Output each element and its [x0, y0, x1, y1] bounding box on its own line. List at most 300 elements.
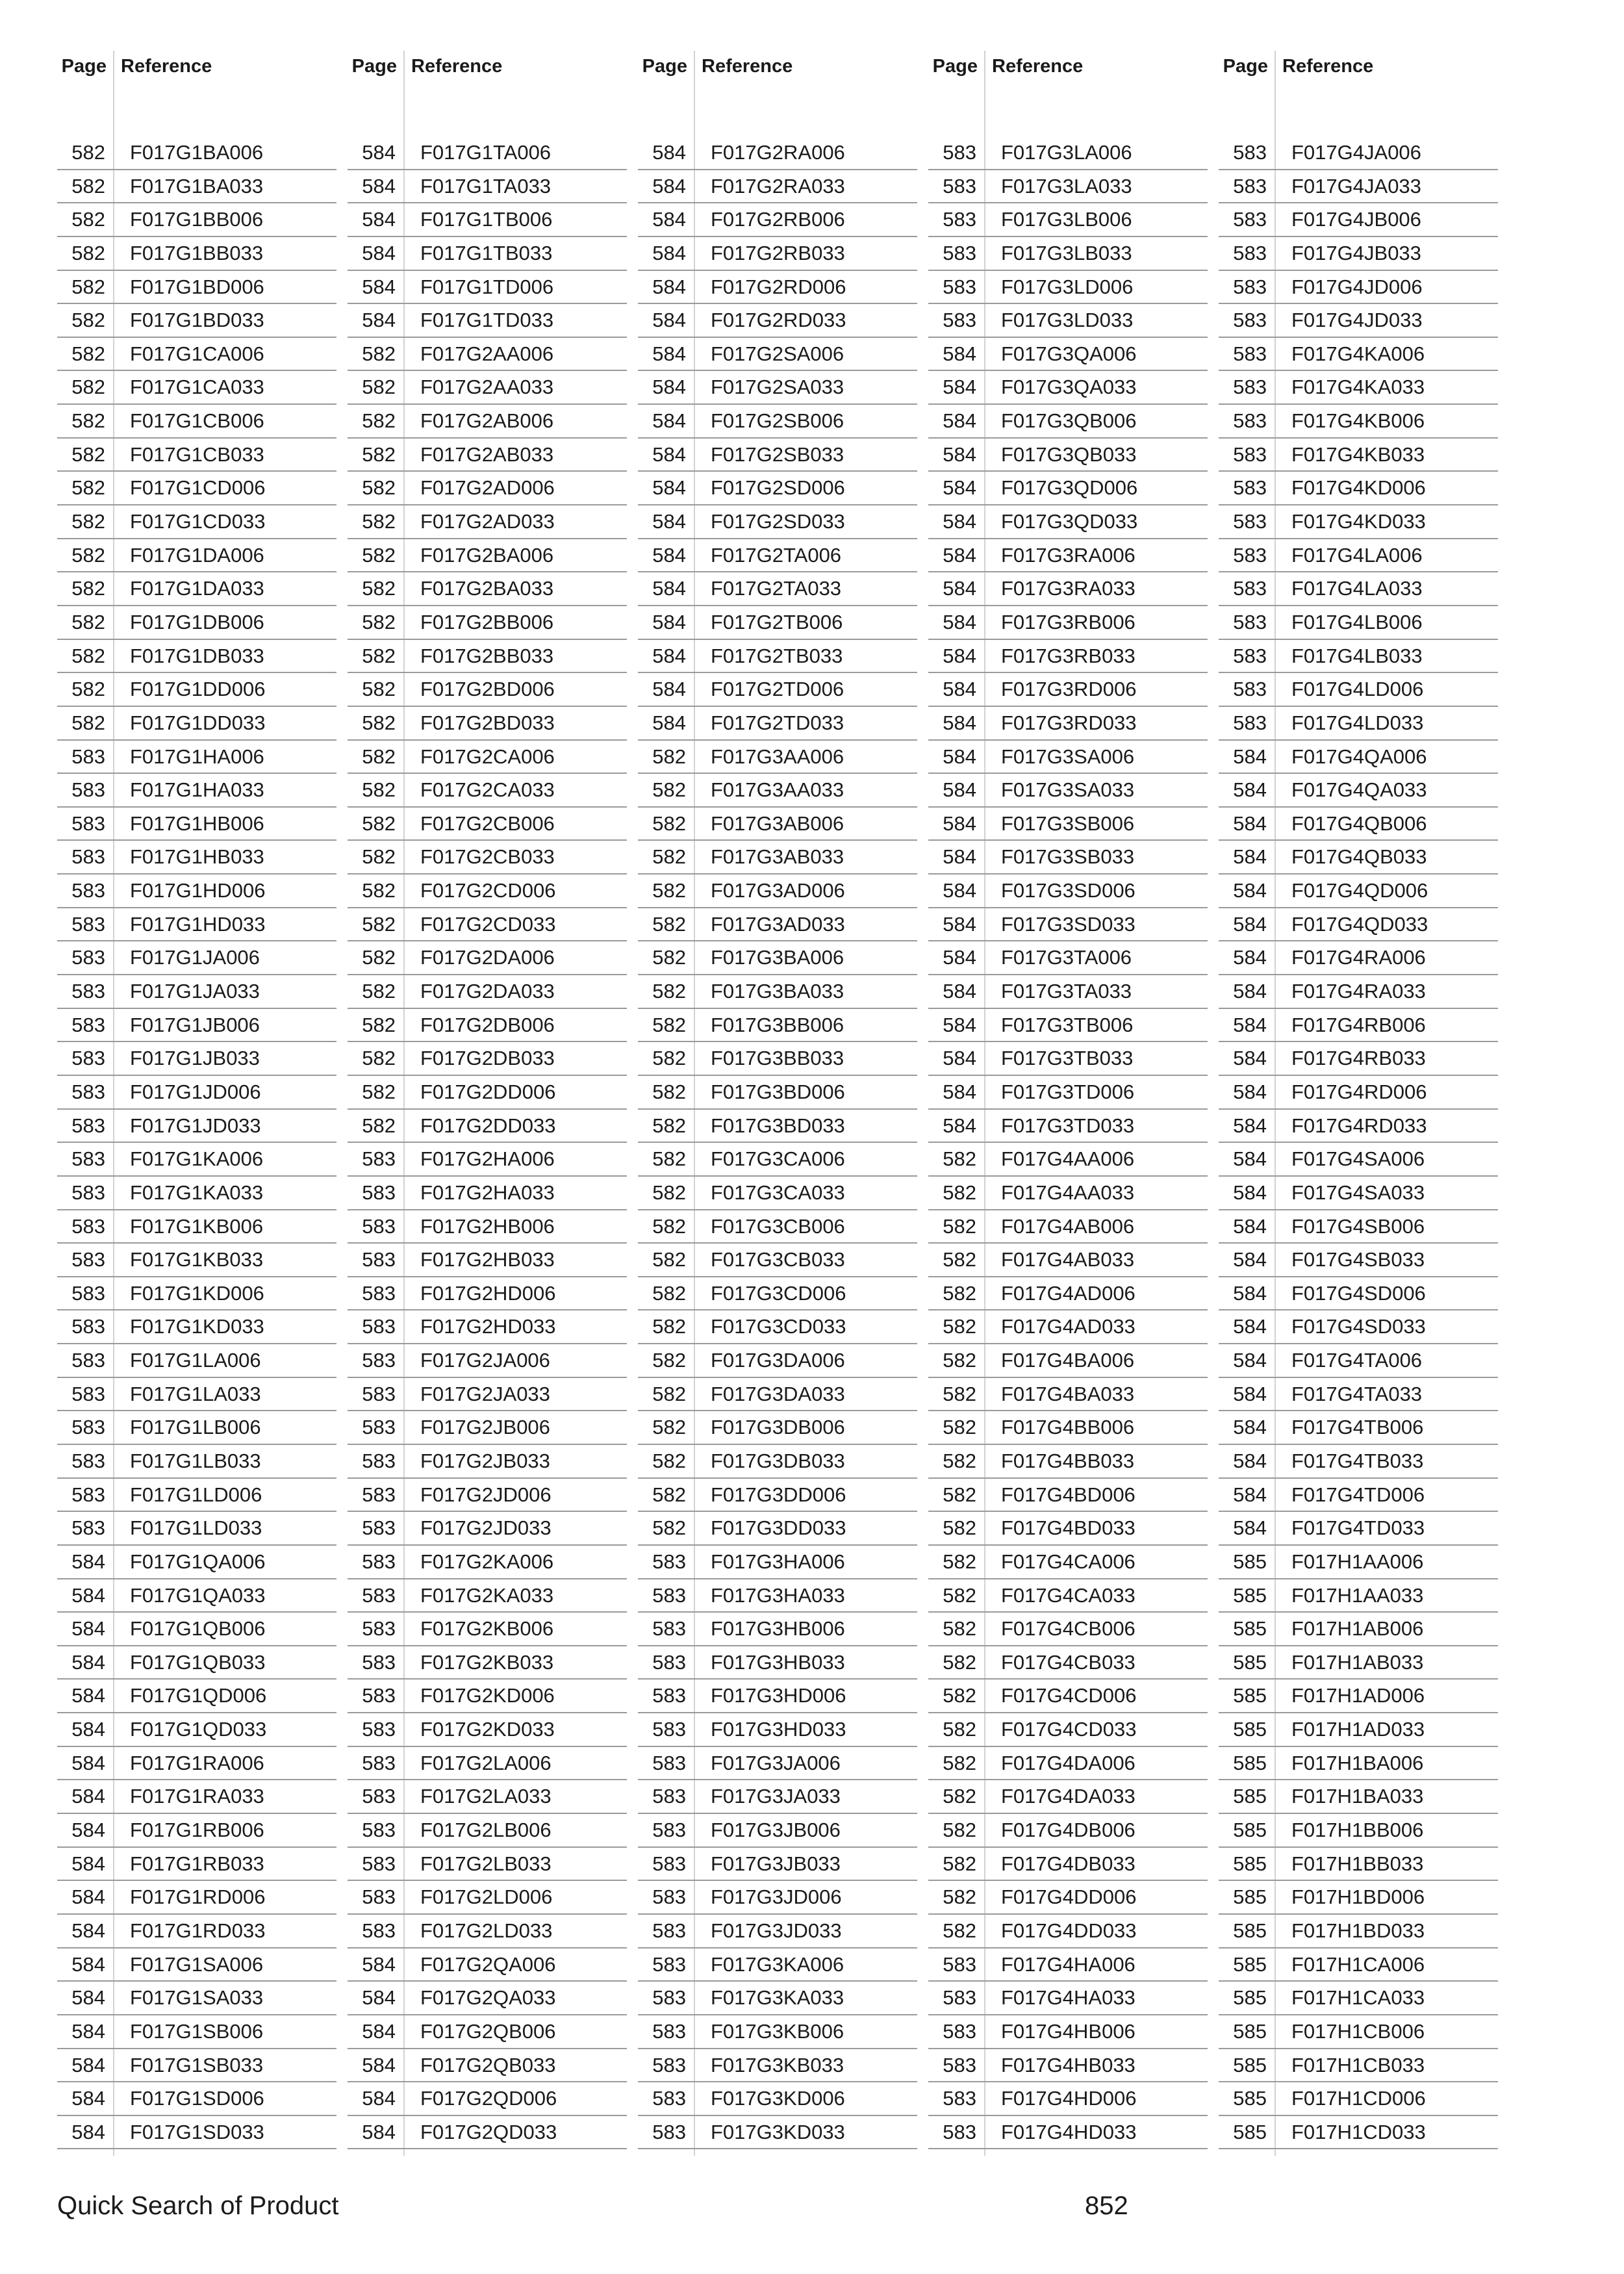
index-row	[57, 1310, 336, 1344]
index-row	[57, 640, 336, 674]
index-row	[638, 1445, 917, 1479]
reference-cell: F017G3KB006	[711, 2019, 844, 2043]
page-cell: 585	[1233, 2120, 1267, 2143]
index-row	[638, 1277, 917, 1311]
index-row	[1219, 1881, 1498, 1915]
reference-cell: F017G2JB006	[420, 1416, 550, 1439]
index-row	[1219, 1814, 1498, 1848]
index-row	[348, 1445, 627, 1479]
reference-cell: F017G3TB033	[1001, 1047, 1134, 1070]
reference-cell: F017G2CD033	[420, 912, 556, 936]
page-cell: 582	[71, 510, 105, 533]
index-row	[638, 875, 917, 908]
page-cell: 584	[1233, 845, 1267, 869]
reference-cell: F017G4TB033	[1291, 1449, 1424, 1472]
page-cell: 584	[652, 208, 686, 231]
page-cell: 584	[652, 309, 686, 332]
page-cell: 584	[652, 442, 686, 466]
page-cell: 583	[1233, 510, 1267, 533]
reference-cell: F017G1DA006	[130, 543, 264, 567]
page-cell: 585	[1233, 1650, 1267, 1674]
reference-cell: F017G3DD006	[711, 1483, 846, 1506]
reference-cell: F017H1CD033	[1291, 2120, 1426, 2143]
page-cell: 583	[362, 1751, 396, 1774]
reference-cell: F017G2DB033	[420, 1047, 555, 1070]
index-row	[928, 2015, 1208, 2049]
index-row	[1219, 1445, 1498, 1479]
page-cell: 584	[652, 141, 686, 164]
page-cell: 583	[71, 1281, 105, 1305]
reference-cell: F017G3SA006	[1001, 745, 1135, 768]
page-cell: 582	[943, 1819, 976, 1842]
index-row	[928, 1378, 1208, 1412]
page-cell: 583	[71, 912, 105, 936]
reference-cell: F017G4KD006	[1291, 476, 1426, 500]
reference-cell: F017G2KA006	[420, 1550, 554, 1573]
page-cell: 582	[71, 409, 105, 433]
reference-cell: F017G1CD033	[130, 510, 266, 533]
page-cell: 584	[71, 1751, 105, 1774]
index-row	[928, 1948, 1208, 1982]
reference-cell: F017G1LB006	[130, 1416, 261, 1439]
reference-cell: F017G1DB006	[130, 610, 264, 633]
page-cell: 583	[652, 1617, 686, 1641]
page-cell: 583	[943, 1952, 976, 1976]
index-row	[1219, 572, 1498, 606]
reference-cell: F017G2BD006	[420, 678, 555, 701]
page-cell: 583	[1233, 174, 1267, 198]
index-row	[928, 741, 1208, 774]
index-row	[638, 203, 917, 237]
index-row	[348, 1848, 627, 1882]
index-row	[57, 1713, 336, 1747]
page-cell: 584	[1233, 1281, 1267, 1305]
index-row	[638, 338, 917, 372]
reference-cell: F017G2JA033	[420, 1382, 550, 1405]
reference-cell: F017G3LD006	[1001, 275, 1134, 298]
index-row	[1219, 371, 1498, 405]
index-row	[928, 1713, 1208, 1747]
page-cell: 584	[1233, 980, 1267, 1003]
page-cell: 582	[943, 1248, 976, 1271]
index-row	[57, 941, 336, 975]
page-cell: 584	[652, 241, 686, 264]
index-row	[1219, 1177, 1498, 1210]
index-row	[1219, 941, 1498, 975]
index-row	[638, 1780, 917, 1814]
index-row	[928, 2116, 1208, 2150]
reference-cell: F017G2JD033	[420, 1516, 552, 1540]
reference-cell: F017G1DD033	[130, 711, 266, 734]
index-row	[928, 941, 1208, 975]
index-row	[57, 908, 336, 942]
index-row	[638, 1982, 917, 2015]
index-row	[348, 1613, 627, 1646]
page-cell: 583	[652, 1550, 686, 1573]
index-row	[57, 203, 336, 237]
index-row	[1219, 1680, 1498, 1713]
page-cell: 584	[943, 510, 976, 533]
reference-cell: F017G4HA033	[1001, 1986, 1136, 2010]
page-cell: 582	[652, 879, 686, 902]
reference-cell: F017G3JA006	[711, 1751, 841, 1774]
reference-cell: F017G4KD033	[1291, 510, 1426, 533]
reference-cell: F017G2HB033	[420, 1248, 555, 1271]
reference-cell: F017G2HD033	[420, 1315, 556, 1338]
index-row	[57, 875, 336, 908]
reference-cell: F017G4BD033	[1001, 1516, 1136, 1540]
reference-cell: F017G4DB033	[1001, 1852, 1136, 1875]
index-row	[348, 1915, 627, 1948]
index-row	[638, 774, 917, 808]
reference-cell: F017G3TA006	[1001, 946, 1132, 969]
reference-cell: F017G1QA033	[130, 1583, 266, 1607]
page-cell: 582	[943, 1315, 976, 1338]
page-cell: 583	[362, 1214, 396, 1238]
page-cell: 582	[943, 1751, 976, 1774]
page-cell: 583	[362, 1919, 396, 1942]
page-cell: 584	[652, 510, 686, 533]
index-row	[638, 1244, 917, 1277]
page-cell: 584	[1233, 1013, 1267, 1036]
reference-cell: F017G4DD033	[1001, 1919, 1137, 1942]
reference-cell: F017G3RA006	[1001, 543, 1136, 567]
page-cell: 583	[943, 309, 976, 332]
reference-cell: F017G3HB006	[711, 1617, 845, 1641]
page-cell: 583	[943, 2053, 976, 2076]
page-cell: 582	[71, 476, 105, 500]
index-row	[1219, 1110, 1498, 1143]
reference-cell: F017G4QA006	[1291, 745, 1427, 768]
index-row	[638, 170, 917, 204]
page-cell: 583	[943, 2120, 976, 2143]
page-cell: 582	[362, 879, 396, 902]
reference-cell: F017G2SB006	[711, 409, 844, 433]
reference-cell: F017G4BD006	[1001, 1483, 1136, 1506]
index-row	[57, 271, 336, 305]
reference-cell: F017G4LB033	[1291, 644, 1423, 667]
page-cell: 582	[652, 1214, 686, 1238]
index-row	[348, 237, 627, 271]
reference-cell: F017G1SA033	[130, 1986, 264, 2010]
index-row	[1219, 1848, 1498, 1882]
page-cell: 583	[943, 2087, 976, 2110]
page-cell: 582	[652, 1013, 686, 1036]
index-row	[638, 1042, 917, 1076]
index-row	[638, 1848, 917, 1882]
reference-cell: F017G4SB033	[1291, 1248, 1425, 1271]
index-row	[57, 1680, 336, 1713]
reference-cell: F017G1DA033	[130, 577, 264, 600]
page-cell: 583	[1233, 610, 1267, 633]
page-cell: 582	[71, 442, 105, 466]
index-row	[1219, 2116, 1498, 2150]
index-row	[928, 1445, 1208, 1479]
index-row	[57, 338, 336, 372]
reference-cell: F017G3DA006	[711, 1349, 845, 1372]
reference-cell: F017G3BA033	[711, 980, 844, 1003]
index-row	[928, 808, 1208, 841]
page-cell: 584	[1233, 1047, 1267, 1070]
index-row	[928, 1009, 1208, 1043]
index-row	[57, 1613, 336, 1646]
reference-cell: F017G3QD006	[1001, 476, 1138, 500]
index-row	[57, 808, 336, 841]
page-cell: 582	[362, 980, 396, 1003]
page-cell: 584	[1233, 1382, 1267, 1405]
page-cell: 584	[652, 409, 686, 433]
index-row	[348, 1747, 627, 1781]
index-row	[1219, 808, 1498, 841]
page-cell: 585	[1233, 1952, 1267, 1976]
index-rows	[1219, 136, 1498, 2149]
index-row	[348, 203, 627, 237]
index-row	[638, 1613, 917, 1646]
reference-cell: F017G2DB006	[420, 1013, 555, 1036]
reference-cell: F017G2TB033	[711, 644, 843, 667]
page-cell: 585	[1233, 1852, 1267, 1875]
reference-cell: F017G1CB033	[130, 442, 264, 466]
index-row	[1219, 1982, 1498, 2015]
reference-cell: F017G4SD006	[1291, 1281, 1426, 1305]
reference-cell: F017G3SD006	[1001, 879, 1136, 902]
reference-cell: F017G4BA033	[1001, 1382, 1135, 1405]
reference-cell: F017G4RA033	[1291, 980, 1426, 1003]
page-cell: 583	[362, 1617, 396, 1641]
page-cell: 583	[362, 1248, 396, 1271]
page-cell: 584	[652, 610, 686, 633]
page-cell: 584	[943, 342, 976, 365]
reference-cell: F017G1SA006	[130, 1952, 264, 1976]
index-rows	[928, 136, 1208, 2149]
index-row	[928, 1310, 1208, 1344]
page-cell: 582	[362, 476, 396, 500]
page-cell: 585	[1233, 1617, 1267, 1641]
page-cell: 582	[943, 1684, 976, 1707]
reference-cell: F017G4KB033	[1291, 442, 1425, 466]
index-row	[1219, 1780, 1498, 1814]
index-row	[638, 405, 917, 439]
index-row	[57, 1546, 336, 1579]
reference-cell: F017G3JB033	[711, 1852, 841, 1875]
reference-cell: F017G3CA006	[711, 1147, 845, 1171]
reference-cell: F017G1QA006	[130, 1550, 266, 1573]
reference-cell: F017G4CB033	[1001, 1650, 1136, 1674]
index-row	[928, 136, 1208, 170]
index-column	[57, 51, 336, 2156]
index-row	[57, 1982, 336, 2015]
page-cell: 583	[71, 1181, 105, 1204]
reference-cell: F017H1CA006	[1291, 1952, 1425, 1976]
index-row	[1219, 1613, 1498, 1646]
page-cell: 583	[362, 1483, 396, 1506]
page-cell: 582	[362, 778, 396, 802]
reference-cell: F017G3CD006	[711, 1281, 846, 1305]
reference-cell: F017G4SD033	[1291, 1315, 1426, 1338]
index-row	[928, 640, 1208, 674]
index-row	[928, 237, 1208, 271]
reference-cell: F017H1BB006	[1291, 1819, 1424, 1842]
page-cell: 582	[943, 1181, 976, 1204]
index-row	[348, 640, 627, 674]
index-row	[348, 136, 627, 170]
index-row	[928, 1244, 1208, 1277]
page-cell: 582	[71, 678, 105, 701]
reference-cell: F017G3BB033	[711, 1047, 844, 1070]
index-row	[928, 505, 1208, 539]
reference-cell: F017G1BD006	[130, 275, 264, 298]
page-cell: 582	[71, 543, 105, 567]
index-row	[57, 2049, 336, 2083]
page-cell: 582	[652, 1483, 686, 1506]
index-row	[57, 1948, 336, 1982]
page-cell: 584	[652, 174, 686, 198]
page-cell: 583	[362, 1583, 396, 1607]
page-cell: 585	[1233, 1986, 1267, 2010]
page-cell: 583	[1233, 141, 1267, 164]
page-cell: 583	[362, 1852, 396, 1875]
page-cell: 583	[1233, 711, 1267, 734]
page-cell: 582	[652, 946, 686, 969]
index-row	[1219, 1143, 1498, 1177]
index-row	[348, 774, 627, 808]
page-cell: 583	[71, 980, 105, 1003]
reference-cell: F017G4AD033	[1001, 1315, 1136, 1338]
index-row	[57, 1378, 336, 1412]
page-cell: 584	[71, 1852, 105, 1875]
reference-cell: F017G4RB033	[1291, 1047, 1426, 1070]
index-row	[1219, 1915, 1498, 1948]
reference-cell: F017G3RD006	[1001, 678, 1137, 701]
page-cell: 584	[943, 879, 976, 902]
index-row	[57, 707, 336, 741]
index-row	[928, 1579, 1208, 1613]
reference-cell: F017G3JB006	[711, 1819, 841, 1842]
index-row	[1219, 2049, 1498, 2083]
page-column-header: Page	[932, 56, 978, 77]
page-cell: 583	[362, 1181, 396, 1204]
reference-cell: F017G4TD033	[1291, 1516, 1425, 1540]
page-cell: 583	[71, 1315, 105, 1338]
reference-cell: F017G2JD006	[420, 1483, 552, 1506]
reference-cell: F017G4BB033	[1001, 1449, 1135, 1472]
index-row	[638, 1747, 917, 1781]
reference-cell: F017G4BB006	[1001, 1416, 1135, 1439]
index-row	[348, 1948, 627, 1982]
page-cell: 583	[1233, 342, 1267, 365]
page-cell: 584	[943, 610, 976, 633]
index-row	[57, 1881, 336, 1915]
index-row	[928, 1512, 1208, 1546]
page-cell: 583	[652, 1684, 686, 1707]
page-cell: 583	[1233, 241, 1267, 264]
page-cell: 584	[71, 1819, 105, 1842]
page-cell: 584	[652, 678, 686, 701]
page-cell: 582	[362, 510, 396, 533]
index-row	[638, 975, 917, 1009]
index-row	[57, 673, 336, 707]
page-cell: 582	[652, 745, 686, 768]
index-row	[928, 1915, 1208, 1948]
index-row	[348, 875, 627, 908]
page-cell: 584	[652, 476, 686, 500]
index-row	[1219, 908, 1498, 942]
page-cell: 584	[71, 1785, 105, 1808]
page-cell: 585	[1233, 1684, 1267, 1707]
reference-cell: F017G1LA006	[130, 1349, 261, 1372]
reference-cell: F017G4CA006	[1001, 1550, 1136, 1573]
reference-cell: F017G2KB033	[420, 1650, 554, 1674]
page-cell: 582	[943, 1449, 976, 1472]
reference-cell: F017G2DA006	[420, 946, 555, 969]
page-cell: 582	[71, 711, 105, 734]
reference-cell: F017G4AB033	[1001, 1248, 1135, 1271]
index-row	[928, 572, 1208, 606]
index-row	[348, 975, 627, 1009]
reference-cell: F017G1CA033	[130, 376, 264, 399]
page-cell: 582	[362, 811, 396, 835]
page-cell: 583	[652, 1751, 686, 1774]
page-cell: 582	[652, 845, 686, 869]
reference-cell: F017G2LD033	[420, 1919, 553, 1942]
index-row	[638, 1344, 917, 1378]
reference-cell: F017G3JD033	[711, 1919, 842, 1942]
page-cell: 584	[362, 208, 396, 231]
page-cell: 583	[943, 1986, 976, 2010]
reference-cell: F017G1DD006	[130, 678, 266, 701]
reference-cell: F017G3QA033	[1001, 376, 1137, 399]
index-row	[638, 1310, 917, 1344]
page-cell: 585	[1233, 1919, 1267, 1942]
reference-cell: F017G1TD033	[420, 309, 554, 332]
index-row	[348, 338, 627, 372]
page-cell: 584	[943, 442, 976, 466]
index-row	[638, 1210, 917, 1244]
index-row	[928, 1479, 1208, 1513]
reference-cell: F017G3AD033	[711, 912, 845, 936]
reference-cell: F017G1SD033	[130, 2120, 264, 2143]
index-row	[1219, 1546, 1498, 1579]
page-cell: 583	[652, 1986, 686, 2010]
reference-cell: F017H1CA033	[1291, 1986, 1425, 2010]
index-row	[1219, 1747, 1498, 1781]
reference-cell: F017G3CA033	[711, 1181, 845, 1204]
reference-cell: F017G2AA006	[420, 342, 554, 365]
index-row	[348, 2049, 627, 2083]
index-row	[1219, 774, 1498, 808]
reference-cell: F017G4JB033	[1291, 241, 1421, 264]
index-row	[1219, 2082, 1498, 2116]
index-column	[348, 51, 627, 2156]
reference-cell: F017G1KA033	[130, 1181, 264, 1204]
index-row	[638, 2082, 917, 2116]
page-cell: 583	[71, 1416, 105, 1439]
page-cell: 584	[1233, 1516, 1267, 1540]
reference-cell: F017G4DA033	[1001, 1785, 1136, 1808]
page-cell: 582	[71, 208, 105, 231]
index-row	[638, 1378, 917, 1412]
page-cell: 582	[943, 1516, 976, 1540]
reference-cell: F017G4QB033	[1291, 845, 1427, 869]
index-row	[348, 1814, 627, 1848]
index-row	[928, 1076, 1208, 1110]
page-cell: 582	[362, 1013, 396, 1036]
page-cell: 583	[71, 946, 105, 969]
index-row	[928, 1747, 1208, 1781]
index-row	[638, 1546, 917, 1579]
reference-cell: F017G1BB006	[130, 208, 264, 231]
index-row	[638, 808, 917, 841]
